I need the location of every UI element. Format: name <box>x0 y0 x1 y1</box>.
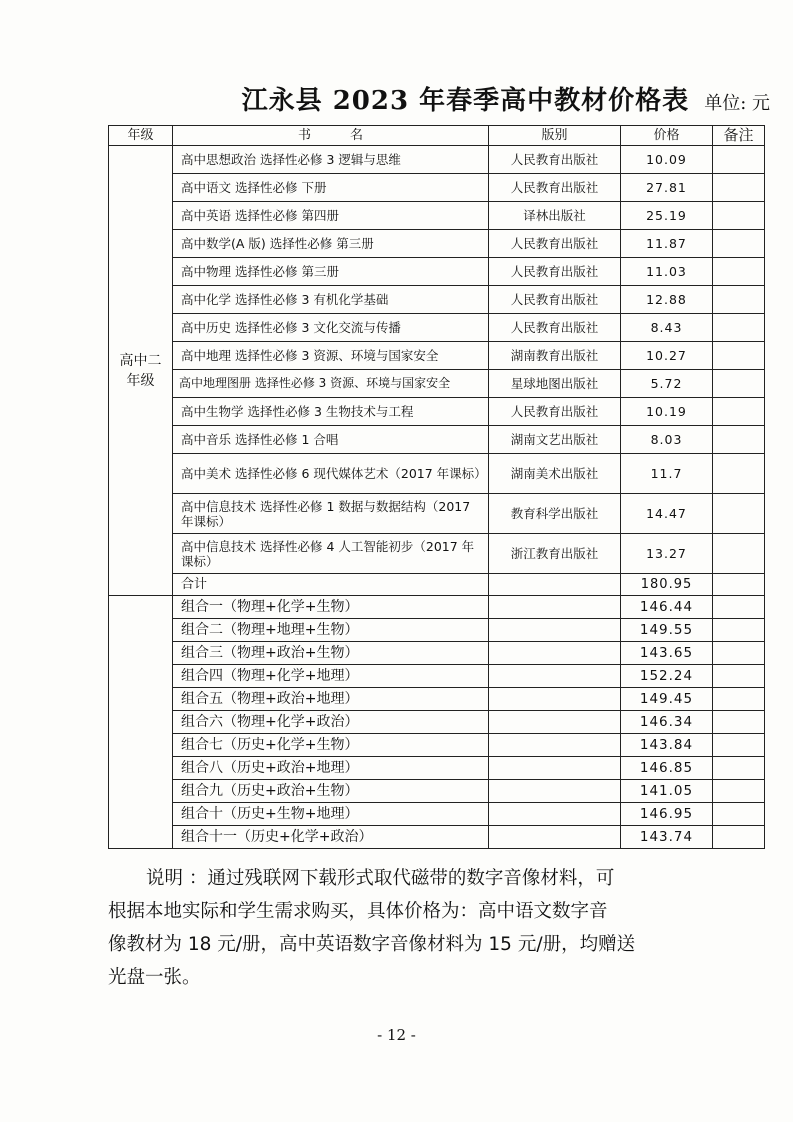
combo-note <box>713 757 765 780</box>
book-name: 高中地理图册 选择性必修 3 资源、环境与国家安全 <box>173 370 489 398</box>
book-price: 27.81 <box>621 174 713 202</box>
book-price: 10.09 <box>621 146 713 174</box>
header-note: 备注 <box>713 126 765 146</box>
book-note <box>713 314 765 342</box>
combo-edition <box>489 596 621 619</box>
combo-name: 组合五（物理+政治+地理） <box>173 688 489 711</box>
combo-row <box>109 734 765 757</box>
combo-edition <box>489 780 621 803</box>
book-edition: 人民教育出版社 <box>489 146 621 174</box>
book-edition: 人民教育出版社 <box>489 314 621 342</box>
table-row <box>109 370 765 398</box>
combo-price: 146.44 <box>621 596 713 619</box>
table-row <box>109 202 765 230</box>
combo-name: 组合八（历史+政治+地理） <box>173 757 489 780</box>
table-row <box>109 494 765 534</box>
combo-price: 149.45 <box>621 688 713 711</box>
combo-edition <box>489 642 621 665</box>
combo-row <box>109 826 765 849</box>
combo-row <box>109 665 765 688</box>
table-header <box>109 126 765 146</box>
combo-name: 组合二（物理+地理+生物） <box>173 619 489 642</box>
book-edition: 人民教育出版社 <box>489 398 621 426</box>
book-note <box>713 426 765 454</box>
combo-edition <box>489 826 621 849</box>
unit-label: 单位: 元 <box>704 93 770 114</box>
book-name: 高中数学(A 版) 选择性必修 第三册 <box>173 230 489 258</box>
book-name: 高中英语 选择性必修 第四册 <box>173 202 489 230</box>
header-name: 书 名 <box>173 126 489 146</box>
combo-name: 组合四（物理+化学+地理） <box>173 665 489 688</box>
combo-price: 143.65 <box>621 642 713 665</box>
book-note <box>713 398 765 426</box>
book-name: 高中地理 选择性必修 3 资源、环境与国家安全 <box>173 342 489 370</box>
book-price: 11.03 <box>621 258 713 286</box>
book-name: 高中物理 选择性必修 第三册 <box>173 258 489 286</box>
combo-edition <box>489 803 621 826</box>
book-note <box>713 370 765 398</box>
combo-price: 146.95 <box>621 803 713 826</box>
combo-note <box>713 803 765 826</box>
combo-edition <box>489 734 621 757</box>
combo-edition <box>489 711 621 734</box>
book-price: 13.27 <box>621 534 713 574</box>
combo-name: 组合十一（历史+化学+政治） <box>173 826 489 849</box>
book-name: 高中信息技术 选择性必修 1 数据与数据结构（2017 年课标） <box>173 494 489 534</box>
total-price: 180.95 <box>621 574 713 596</box>
table-row <box>109 454 765 494</box>
book-price: 11.87 <box>621 230 713 258</box>
total-row <box>109 574 765 596</box>
book-price: 11.7 <box>621 454 713 494</box>
total-note <box>713 574 765 596</box>
book-edition: 译林出版社 <box>489 202 621 230</box>
note-line: 光盘一张。 <box>108 967 201 988</box>
book-note <box>713 146 765 174</box>
combo-edition <box>489 757 621 780</box>
total-label: 合计 <box>173 574 489 596</box>
table-row <box>109 314 765 342</box>
table-row <box>109 230 765 258</box>
book-name: 高中思想政治 选择性必修 3 逻辑与思维 <box>173 146 489 174</box>
book-note <box>713 258 765 286</box>
combo-row <box>109 596 765 619</box>
combo-name: 组合九（历史+政治+生物） <box>173 780 489 803</box>
combo-edition <box>489 619 621 642</box>
combo-edition <box>489 688 621 711</box>
book-note <box>713 286 765 314</box>
combo-price: 146.34 <box>621 711 713 734</box>
combo-name: 组合一（物理+化学+生物） <box>173 596 489 619</box>
book-price: 10.19 <box>621 398 713 426</box>
total-edition <box>489 574 621 596</box>
combo-name: 组合三（物理+政治+生物） <box>173 642 489 665</box>
combo-price: 149.55 <box>621 619 713 642</box>
combo-row <box>109 688 765 711</box>
combo-grade-cell <box>109 596 173 849</box>
book-edition: 湖南文艺出版社 <box>489 426 621 454</box>
combo-row <box>109 619 765 642</box>
combo-note <box>713 826 765 849</box>
book-note <box>713 454 765 494</box>
table-row <box>109 146 765 174</box>
grade-label: 高中二年级 <box>119 352 162 389</box>
book-note <box>713 230 765 258</box>
combo-note <box>713 688 765 711</box>
book-note <box>713 202 765 230</box>
combo-price: 143.84 <box>621 734 713 757</box>
book-edition: 人民教育出版社 <box>489 230 621 258</box>
book-price: 14.47 <box>621 494 713 534</box>
combo-note <box>713 734 765 757</box>
explanation-notes <box>108 862 708 994</box>
table-row <box>109 286 765 314</box>
book-name: 高中音乐 选择性必修 1 合唱 <box>173 426 489 454</box>
combo-edition <box>489 665 621 688</box>
book-note <box>713 494 765 534</box>
table-row <box>109 258 765 286</box>
note-line: 像教材为 18 元/册，高中英语数字音像材料为 15 元/册，均赠送 <box>108 934 636 955</box>
combo-row <box>109 780 765 803</box>
combo-row <box>109 711 765 734</box>
book-price: 8.03 <box>621 426 713 454</box>
book-price: 8.43 <box>621 314 713 342</box>
price-table <box>108 125 765 849</box>
combo-note <box>713 711 765 734</box>
grade-cell <box>109 146 173 596</box>
book-edition: 人民教育出版社 <box>489 258 621 286</box>
book-price: 5.72 <box>621 370 713 398</box>
book-edition: 人民教育出版社 <box>489 286 621 314</box>
note-line: 说明 ：通过残联网下载形式取代磁带的数字音像材料，可 <box>146 868 615 889</box>
book-price: 12.88 <box>621 286 713 314</box>
combo-name: 组合七（历史+化学+生物） <box>173 734 489 757</box>
combo-name: 组合十（历史+生物+地理） <box>173 803 489 826</box>
book-edition: 湖南教育出版社 <box>489 342 621 370</box>
book-note <box>713 342 765 370</box>
combo-note <box>713 619 765 642</box>
combo-note <box>713 642 765 665</box>
header-edition: 版别 <box>489 126 621 146</box>
book-name: 高中生物学 选择性必修 3 生物技术与工程 <box>173 398 489 426</box>
combo-price: 143.74 <box>621 826 713 849</box>
combo-name: 组合六（物理+化学+政治） <box>173 711 489 734</box>
book-name: 高中语文 选择性必修 下册 <box>173 174 489 202</box>
book-name: 高中信息技术 选择性必修 4 人工智能初步（2017 年课标） <box>173 534 489 574</box>
book-price: 25.19 <box>621 202 713 230</box>
table-row <box>109 342 765 370</box>
combo-note <box>713 665 765 688</box>
page-title: 江永县 2023 年春季高中教材价格表 <box>241 86 690 116</box>
combo-note <box>713 780 765 803</box>
header-grade: 年级 <box>109 126 173 146</box>
combo-price: 141.05 <box>621 780 713 803</box>
book-note <box>713 534 765 574</box>
table-row <box>109 426 765 454</box>
combo-row <box>109 642 765 665</box>
book-edition: 星球地图出版社 <box>489 370 621 398</box>
book-name: 高中化学 选择性必修 3 有机化学基础 <box>173 286 489 314</box>
combo-note <box>713 596 765 619</box>
book-edition: 教育科学出版社 <box>489 494 621 534</box>
book-price: 10.27 <box>621 342 713 370</box>
table-row <box>109 398 765 426</box>
header-price: 价格 <box>621 126 713 146</box>
book-note <box>713 174 765 202</box>
table-row <box>109 174 765 202</box>
page-number: - 12 - <box>377 1026 416 1044</box>
combo-row <box>109 757 765 780</box>
combo-price: 152.24 <box>621 665 713 688</box>
combo-row <box>109 803 765 826</box>
book-name: 高中历史 选择性必修 3 文化交流与传播 <box>173 314 489 342</box>
book-edition: 湖南美术出版社 <box>489 454 621 494</box>
table-row <box>109 534 765 574</box>
note-line: 根据本地实际和学生需求购买，具体价格为：高中语文数字音 <box>108 901 608 922</box>
book-edition: 浙江教育出版社 <box>489 534 621 574</box>
book-edition: 人民教育出版社 <box>489 174 621 202</box>
combo-price: 146.85 <box>621 757 713 780</box>
book-name: 高中美术 选择性必修 6 现代媒体艺术（2017 年课标） <box>173 454 489 494</box>
title-row <box>0 80 770 120</box>
